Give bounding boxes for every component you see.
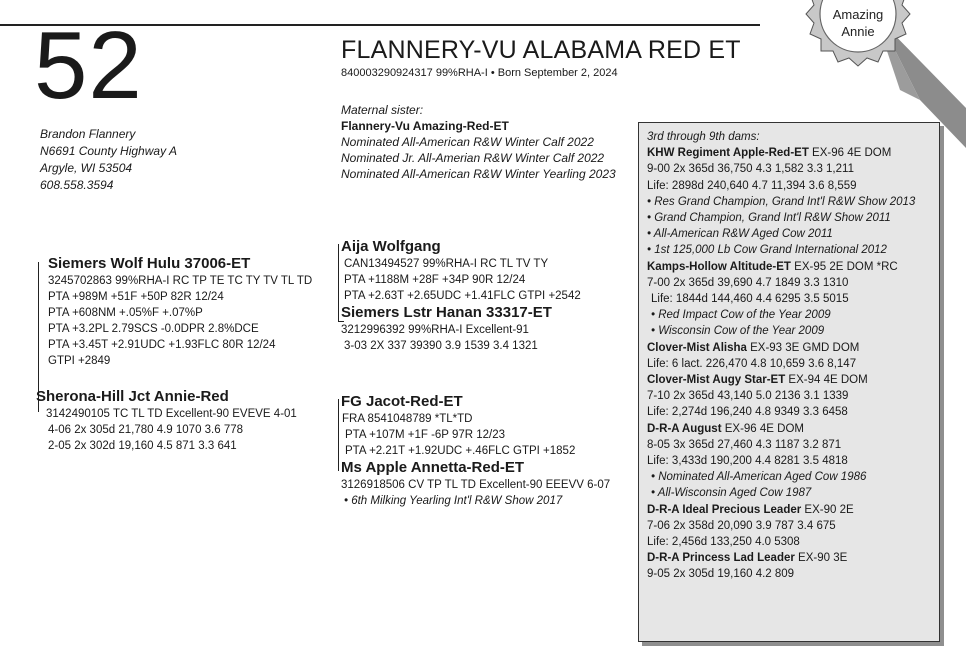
dams-box (638, 122, 940, 642)
dam-detail: 3142490105 TC TL TD Excellent-90 EVEVE 4-01 (46, 408, 297, 420)
consignor-phone: 608.558.3594 (40, 178, 114, 192)
dam-dam-note: • 6th Milking Yearling Int'l R&W Show 2017 (344, 495, 563, 507)
dam-dam-name: Ms Apple Annetta-Red-ET (341, 459, 525, 476)
badge-label (808, 6, 908, 40)
dam-entry-record: Life: 2898d 240,640 4.7 11,394 3.6 8,559 (647, 179, 857, 192)
dam-sire-name: FG Jacot-Red-ET (341, 393, 463, 410)
dam-entry-name (647, 340, 931, 356)
consignor-address-1: N6691 County Highway A (40, 144, 177, 158)
dam-block (36, 388, 336, 454)
dam-dam-detail: 3126918506 CV TP TL TD Excellent-90 EEEVV 6-07 (341, 479, 611, 491)
dam-sire-detail: FRA 8541048789 *TL*TD (342, 413, 473, 425)
maternal-sister-note: Nominated All-American R&W Winter Calf 2022 (341, 135, 594, 149)
sire-detail: 3245702863 99%RHA-I RC TP TE TC TY TV TL TD (48, 275, 313, 287)
dam-entry-record: 9-00 2x 365d 36,750 4.3 1,582 3.3 1,211 (647, 163, 854, 176)
dam-entry-title: D-R-A Ideal Precious Leader (647, 503, 802, 516)
sire-sire-name: Aija Wolfgang (341, 238, 441, 255)
dam-entry-record: Life: 1844d 144,460 4.4 6295 3.5 5015 (651, 293, 849, 306)
sire-dam-detail: 3-03 2X 337 39390 3.9 1539 3.4 1321 (344, 340, 538, 352)
dam-entry-record: 8-05 3x 365d 27,460 4.3 1187 3.2 871 (647, 438, 842, 451)
dam-entry-title: D-R-A August (647, 422, 722, 435)
dam-entry-name (647, 145, 931, 161)
dam-detail: 4-06 2x 305d 21,780 4.9 1070 3.6 778 (48, 424, 244, 436)
animal-title: FLANNERY-VU ALABAMA RED ET (341, 36, 741, 64)
dam-entry-note: • Red Impact Cow of the Year 2009 (651, 309, 831, 322)
dam-entry-name (647, 421, 931, 437)
sire-dam-name: Siemers Lstr Hanan 33317-ET (341, 304, 552, 321)
dam-entry-name (647, 550, 931, 566)
pedigree-bracket (338, 399, 339, 471)
dam-entry-title: D-R-A Princess Lad Leader (647, 552, 795, 565)
dam-detail: 2-05 2x 302d 19,160 4.5 871 3.3 641 (48, 440, 237, 452)
dam-entry-name (647, 259, 931, 275)
dam-entry-note: • All-American R&W Aged Cow 2011 (647, 228, 833, 241)
sire-block (36, 255, 336, 369)
dam-entry-title: KHW Regiment Apple-Red-ET (647, 147, 809, 160)
sire-detail: PTA +989M +51F +50P 82R 12/24 (48, 291, 224, 303)
dam-sire-block (341, 393, 641, 509)
dam-entry-note: • All-Wisconsin Aged Cow 1987 (651, 487, 812, 500)
dam-entry-classification: EX-90 2E (801, 503, 854, 516)
dam-entry-classification: EX-95 2E DOM *RC (790, 260, 898, 273)
sire-dam-detail: 3212996392 99%RHA-I Excellent-91 (341, 324, 529, 336)
lot-number: 52 (34, 12, 143, 119)
maternal-sister-note: Nominated All-American R&W Winter Yearling 2023 (341, 167, 616, 181)
badge-line-2: Annie (841, 24, 875, 39)
dam-entry-name (647, 502, 931, 518)
dam-entry-note: • Grand Champion, Grand Int'l R&W Show 2011 (647, 212, 891, 225)
dam-entry-classification: EX-96 4E DOM (808, 147, 892, 160)
dam-entry-classification: EX-96 4E DOM (721, 422, 804, 435)
sire-sire-block (341, 238, 641, 354)
dam-entry-record: Life: 2,274d 196,240 4.8 9349 3.3 6458 (647, 406, 848, 419)
dam-entry-classification: EX-90 3E (794, 552, 848, 565)
dam-sire-detail: PTA +2.21T +1.92UDC +.46FLC GTPI +1852 (345, 445, 576, 457)
consignor-name: Brandon Flannery (40, 127, 136, 141)
dam-entry-record: Life: 2,456d 133,250 4.0 5308 (647, 536, 800, 549)
sire-detail: PTA +3.45T +2.91UDC +1.93FLC 80R 12/24 (48, 339, 276, 351)
badge-line-1: Amazing (832, 7, 884, 22)
maternal-sister-note: Nominated Jr. All-Amerian R&W Winter Calf 2022 (341, 151, 605, 165)
sire-sire-detail: CAN13494527 99%RHA-I RC TL TV TY (344, 258, 549, 270)
sire-detail: GTPI +2849 (48, 355, 111, 367)
consignor-address-2: Argyle, WI 53504 (40, 161, 133, 175)
dam-entry-classification: EX-94 4E DOM (785, 374, 868, 387)
sire-sire-detail: PTA +2.63T +2.65UDC +1.41FLC GTPI +2542 (344, 290, 581, 302)
dam-sire-detail: PTA +107M +1F -6P 97R 12/23 (345, 429, 506, 441)
maternal-sister (341, 102, 616, 182)
pedigree-bracket (338, 244, 339, 322)
dam-entry-record: Life: 6 lact. 226,470 4.8 10,659 3.6 8,147 (647, 357, 857, 370)
dam-entry-note: • Nominated All-American Aged Cow 1986 (651, 471, 867, 484)
maternal-sister-name: Flannery-Vu Amazing-Red-ET (341, 119, 509, 133)
sire-sire-detail: PTA +1188M +28F +34P 90R 12/24 (344, 274, 526, 286)
dam-entry-note: • Wisconsin Cow of the Year 2009 (651, 325, 825, 338)
dam-entry-name (647, 372, 931, 388)
dam-entry-classification: EX-93 3E GMD DOM (746, 341, 860, 354)
sire-detail: PTA +608NM +.05%F +.07%P (48, 307, 203, 319)
maternal-sister-label: Maternal sister: (341, 103, 424, 117)
sire-name: Siemers Wolf Hulu 37006-ET (48, 255, 251, 272)
dams-box-heading: 3rd through 9th dams: (647, 131, 760, 143)
dam-entry-title: Clover-Mist Augy Star-ET (647, 374, 786, 387)
dam-entry-title: Clover-Mist Alisha (647, 341, 747, 354)
dam-entry-record: 7-10 2x 365d 43,140 5.0 2136 3.1 1339 (647, 390, 849, 403)
animal-subtitle: 840003290924317 99%RHA-I • Born September 2, 2024 (341, 67, 618, 79)
sire-detail: PTA +3.2PL 2.79SCS -0.0DPR 2.8%DCE (48, 323, 259, 335)
consignor-info (40, 126, 177, 194)
dam-entry-record: 9-05 2x 305d 19,160 4.2 809 (647, 568, 795, 581)
dam-entry-note: • Res Grand Champion, Grand Int'l R&W Show 2013 (647, 195, 916, 208)
dam-entry-title: Kamps-Hollow Altitude-ET (647, 260, 791, 273)
dam-entry-record: Life: 3,433d 190,200 4.4 8281 3.5 4818 (647, 455, 848, 468)
dam-entry-record: 7-00 2x 365d 39,690 4.7 1849 3.3 1310 (647, 276, 849, 289)
dam-entry-note: • 1st 125,000 Lb Cow Grand International 2012 (647, 244, 887, 257)
dam-name: Sherona-Hill Jct Annie-Red (36, 388, 229, 405)
dam-entry-record: 7-06 2x 358d 20,090 3.9 787 3.4 675 (647, 519, 836, 532)
